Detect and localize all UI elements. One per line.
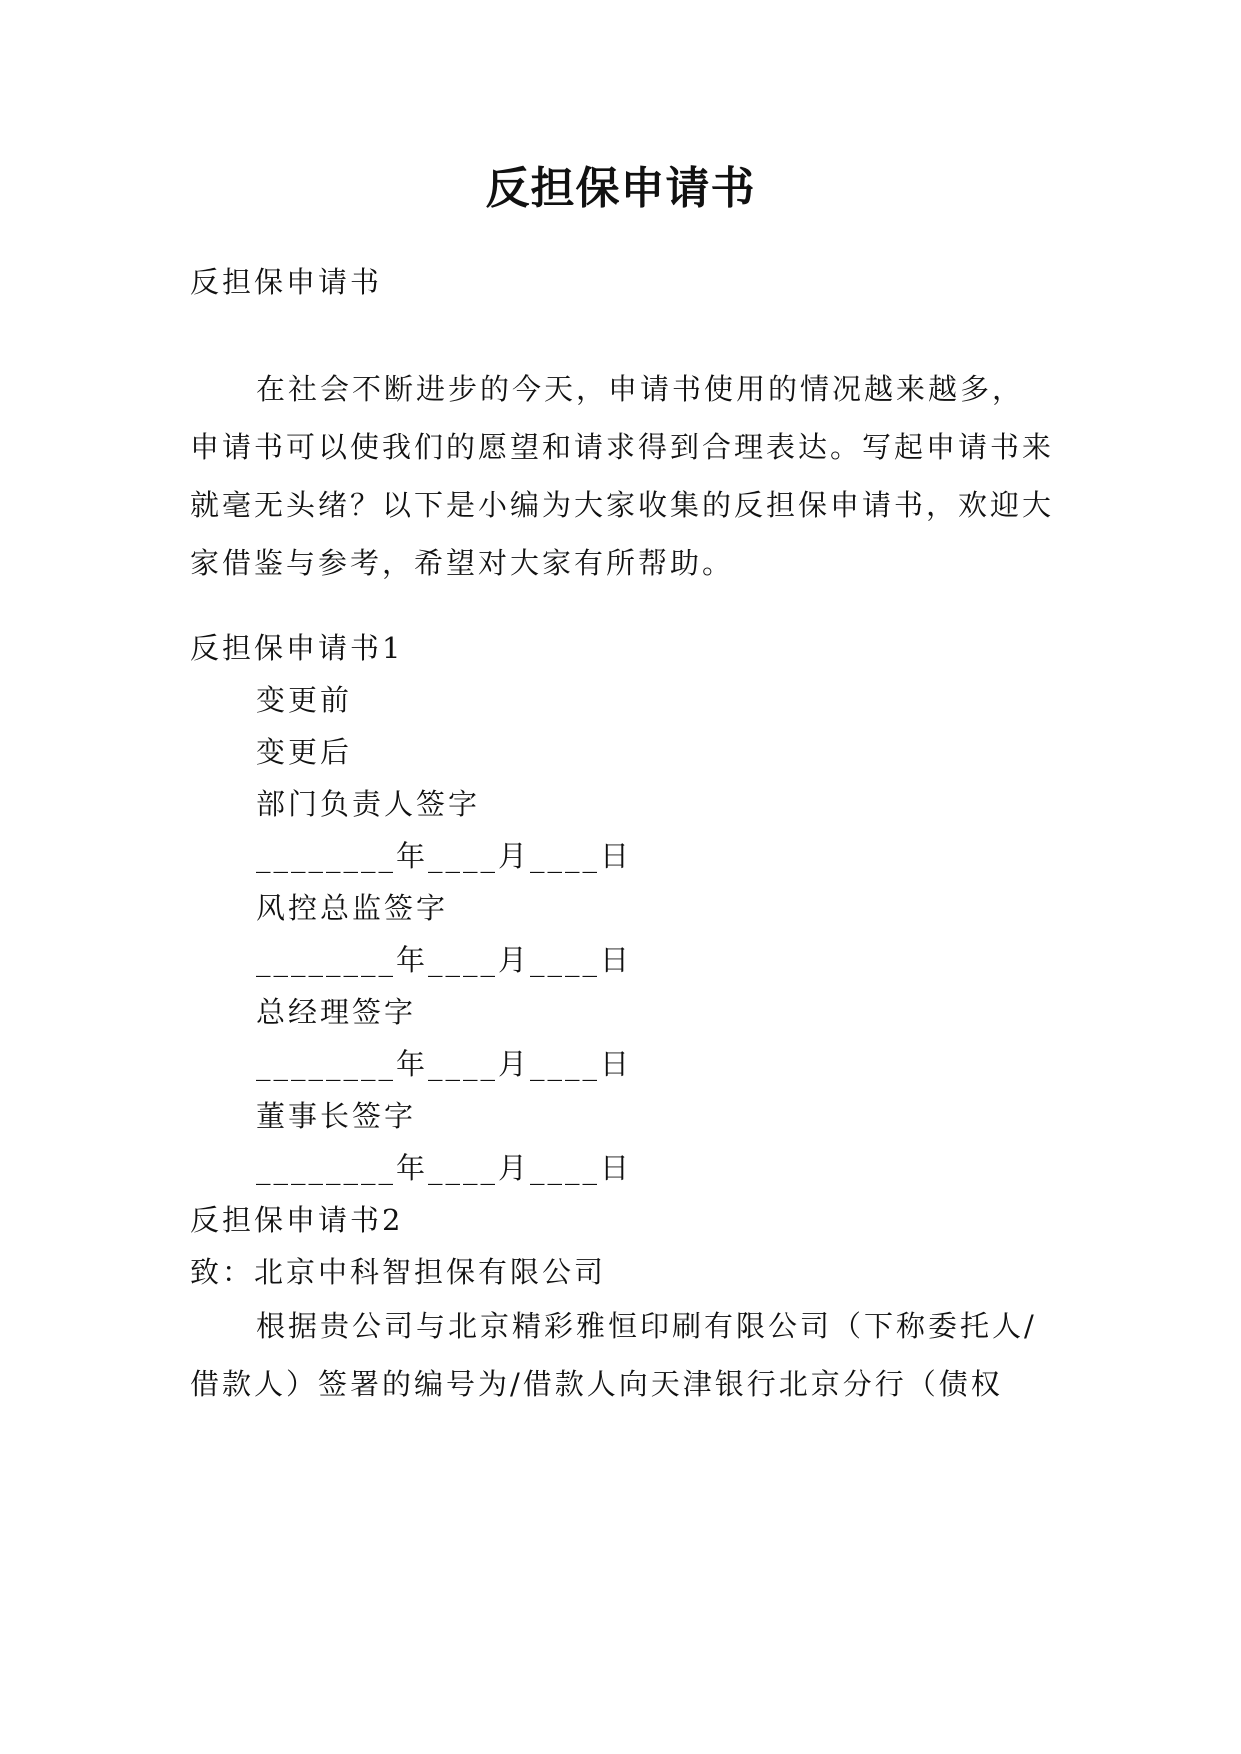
- label-before-change: 变更前: [256, 683, 353, 717]
- subtitle: 反担保申请书: [190, 265, 383, 299]
- chairman-signature: 董事长签字: [256, 1099, 417, 1133]
- section2-heading: 反担保申请书2: [190, 1203, 404, 1237]
- label-after-change: 变更后: [256, 735, 353, 769]
- date-line-2: ________年____月____日: [256, 943, 633, 977]
- date-line-1: ________年____月____日: [256, 839, 633, 873]
- section1-heading: 反担保申请书1: [190, 631, 404, 665]
- addressee-line: 致：北京中科智担保有限公司: [190, 1255, 607, 1289]
- general-manager-signature: 总经理签字: [256, 995, 417, 1029]
- document-title: 反担保申请书: [485, 163, 756, 214]
- date-line-3: ________年____月____日: [256, 1047, 633, 1081]
- risk-director-signature: 风控总监签字: [256, 891, 449, 925]
- dept-head-signature: 部门负责人签字: [256, 787, 481, 821]
- section2-body: 根据贵公司与北京精彩雅恒印刷有限公司（下称委托人/借款人）签署的编号为/借款人向天津银行北京分行（债权: [190, 1309, 1037, 1401]
- date-line-4: ________年____月____日: [256, 1151, 633, 1185]
- intro-paragraph: 在社会不断进步的今天，申请书使用的情况越来越多，申请书可以使我们的愿望和请求得到合理表达。写起申请书来就毫无头绪？以下是小编为大家收集的反担保申请书，欢迎大家借鉴与参考，希望对大家有所帮助。: [190, 372, 1055, 580]
